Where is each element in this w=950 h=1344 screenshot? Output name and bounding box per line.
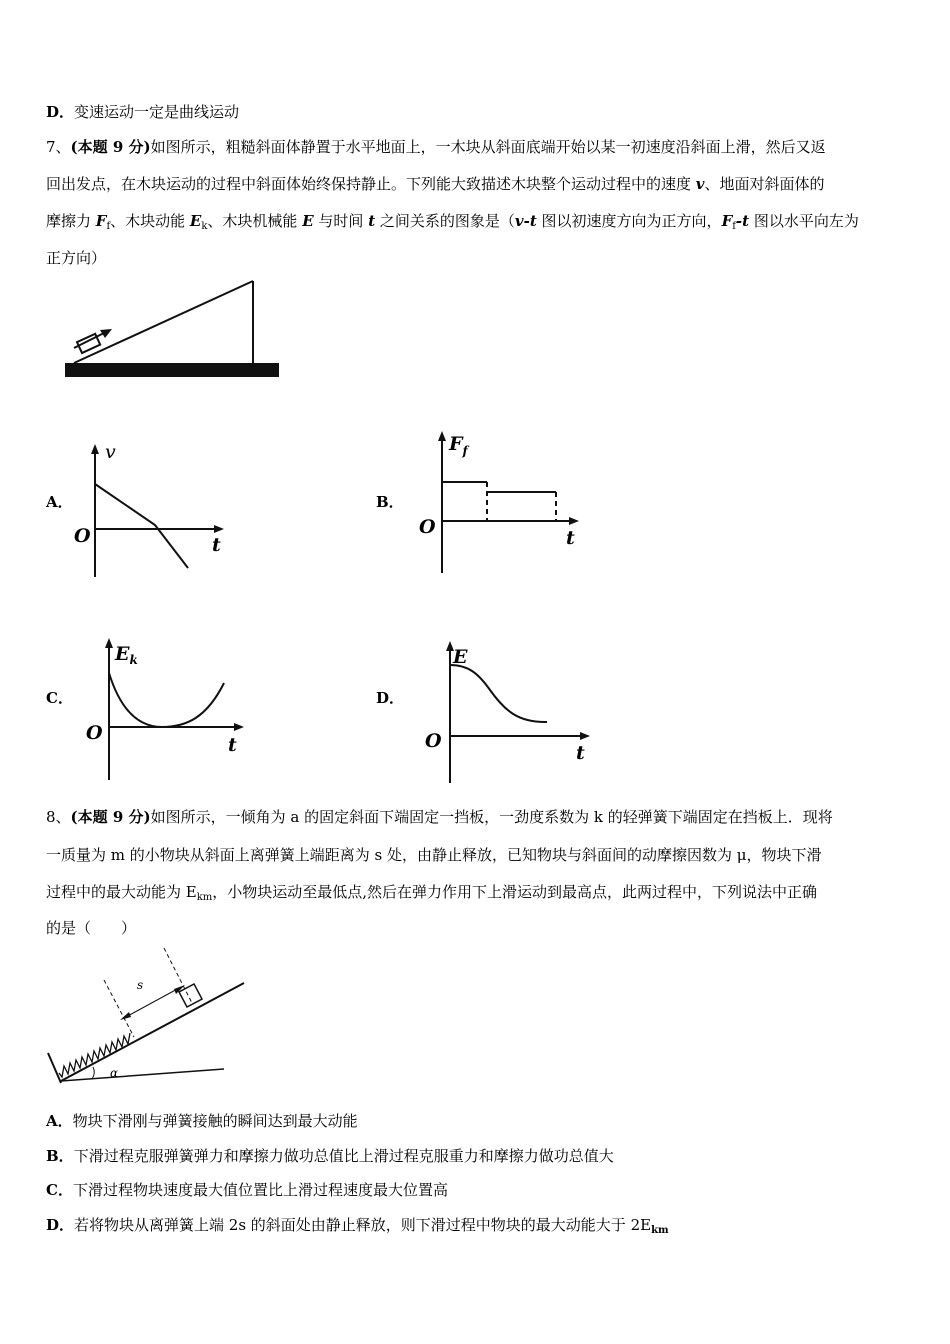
y-axis-arrow [91, 444, 99, 454]
prev-option-d [46, 102, 908, 122]
q7-number: 7、 [46, 138, 71, 156]
q7-text-3d: 与时间 [313, 212, 369, 230]
dashed-guide-upper [164, 948, 192, 1003]
q8-text-4: 的是（ ） [46, 919, 137, 937]
q7-option-a-label[interactable]: A． [46, 493, 73, 511]
option-text: 变速运动一定是曲线运动 [74, 103, 240, 121]
x-axis-label: t [212, 534, 221, 556]
e-curve [450, 665, 547, 722]
q8-option-a[interactable] [46, 1111, 908, 1131]
q7-option-b-graph[interactable] [412, 428, 587, 578]
q7-var-E: E [189, 212, 202, 230]
q8-option-b[interactable] [46, 1146, 908, 1166]
q7-text-3b: 、木块动能 [110, 212, 190, 230]
origin-label: O [74, 525, 91, 547]
q7-text-3c: 、木块机械能 [207, 212, 303, 230]
q7-option-c-graph[interactable] [82, 635, 257, 785]
q8-option-c[interactable] [46, 1180, 908, 1200]
q7-text-4: 正方向） [46, 249, 107, 267]
q7-var-Ft: F [721, 212, 733, 230]
option-text: 若将物块从离弹簧上端 2s 的斜面处由静止释放，则下滑过程中物块的最大动能大于 2E [74, 1216, 652, 1234]
distance-arrow [124, 987, 181, 1018]
q7-var-E-sub: k [201, 221, 208, 232]
y-axis-label: v [105, 441, 116, 463]
q7-incline-figure [60, 275, 285, 385]
x-axis-arrow [580, 732, 590, 740]
q7-text-3a: 摩擦力 [46, 212, 96, 230]
q7-option-d-label[interactable]: D． [376, 689, 405, 707]
y-axis-label: E [453, 646, 468, 668]
q8-line-3 [46, 882, 908, 908]
q8-text-3b: ，小物块运动至最低点,然后在弹力作用下上滑运动到最高点，此两过程中，下列说法中正确 [212, 883, 818, 901]
q7-var-E2: E [302, 212, 314, 230]
q7-text-2b: 、地面对斜面体的 [704, 175, 825, 193]
v-curve [95, 484, 188, 568]
q7-var-Ft-t: -t [735, 212, 750, 230]
x-axis-label: t [566, 527, 575, 549]
x-axis-label: t [228, 734, 237, 756]
q7-line-4 [46, 248, 908, 268]
y-axis-label: $F_f$ [449, 433, 468, 458]
angle-label: α [110, 1066, 119, 1080]
x-axis-arrow [569, 517, 579, 525]
q7-line-2 [46, 174, 908, 194]
q7-text-3f: 图以初速度方向为正方向， [536, 212, 722, 230]
q7-var-v: v [695, 175, 705, 193]
q8-text-3a: 过程中的最大动能为 E [46, 883, 197, 901]
q7-var-t: t [368, 212, 376, 230]
q7-option-a-graph[interactable] [70, 442, 230, 582]
origin-label: O [419, 516, 436, 538]
ek-curve [109, 673, 224, 727]
option-text-sub: km [651, 1225, 669, 1236]
x-axis-arrow [214, 525, 224, 533]
q8-option-d[interactable] [46, 1215, 908, 1241]
q8-text-3-sub: km [196, 892, 213, 903]
q8-line-4 [46, 918, 908, 938]
option-letter: D． [46, 1216, 75, 1234]
incline-surface [74, 281, 253, 363]
q7-line-1 [46, 137, 908, 157]
option-letter: B． [46, 1147, 74, 1165]
q7-text-2a: 回出发点，在木块运动的过程中斜面体始终保持静止。下列能大致描述木块整个运动过程中的速度 [46, 175, 696, 193]
x-axis-arrow [234, 723, 244, 731]
q7-score: (本题 9 分) [70, 138, 151, 156]
incline-surface [61, 983, 244, 1081]
origin-label: O [425, 730, 442, 752]
q8-text-2: 一质量为 m 的小物块从斜面上离弹簧上端距离为 s 处，由静止释放，已知物块与斜面间的动摩擦因数为 μ，物块下滑 [46, 846, 822, 864]
base-line [61, 1069, 224, 1081]
y-axis-label: $E_k$ [115, 643, 138, 667]
option-letter: D． [46, 103, 75, 121]
option-text: 物块下滑刚与弹簧接触的瞬间达到最大动能 [72, 1112, 358, 1130]
option-letter: A． [46, 1112, 73, 1130]
option-text: 下滑过程物块速度最大值位置比上滑过程速度最大位置高 [72, 1181, 448, 1199]
q7-option-c-label[interactable]: C． [46, 689, 73, 707]
origin-label: O [86, 722, 103, 744]
q8-spring-figure [44, 945, 249, 1090]
q7-var-F-sub: f [106, 221, 111, 232]
q7-line-3 [46, 211, 908, 237]
q7-var-F: F [95, 212, 107, 230]
q8-score: (本题 9 分) [70, 808, 151, 826]
q7-text-3e: 之间关系的图象是（ [375, 212, 515, 230]
q7-option-b-label[interactable]: B． [376, 493, 404, 511]
option-text: 下滑过程克服弹簧弹力和摩擦力做功总值比上滑过程克服重力和摩擦力做功总值大 [73, 1147, 614, 1165]
q7-text-1: 如图所示，粗糙斜面体静置于水平地面上，一木块从斜面底端开始以某一初速度沿斜面上滑，然后又返 [150, 138, 826, 156]
x-axis-label: t [576, 742, 585, 764]
distance-label: s [137, 978, 144, 992]
q8-line-1 [46, 807, 908, 827]
dashed-guide-lower [104, 980, 134, 1037]
q8-text-1: 如图所示，一倾角为 a 的固定斜面下端固定一挡板，一劲度系数为 k 的轻弹簧下端固定在挡板上．现将 [150, 808, 833, 826]
y-axis-arrow [105, 638, 113, 648]
angle-arc [92, 1067, 94, 1079]
y-axis-arrow [438, 431, 446, 441]
q7-var-Ft-sub: f [732, 221, 736, 232]
q7-text-3g: 图以水平向左为 [749, 212, 859, 230]
q8-number: 8、 [46, 808, 71, 826]
ground [65, 363, 279, 377]
q7-option-d-graph[interactable] [420, 638, 595, 788]
stopper-plate [48, 1053, 61, 1083]
q8-line-2 [46, 845, 908, 865]
q7-var-vt: v-t [514, 212, 537, 230]
option-letter: C． [46, 1181, 73, 1199]
